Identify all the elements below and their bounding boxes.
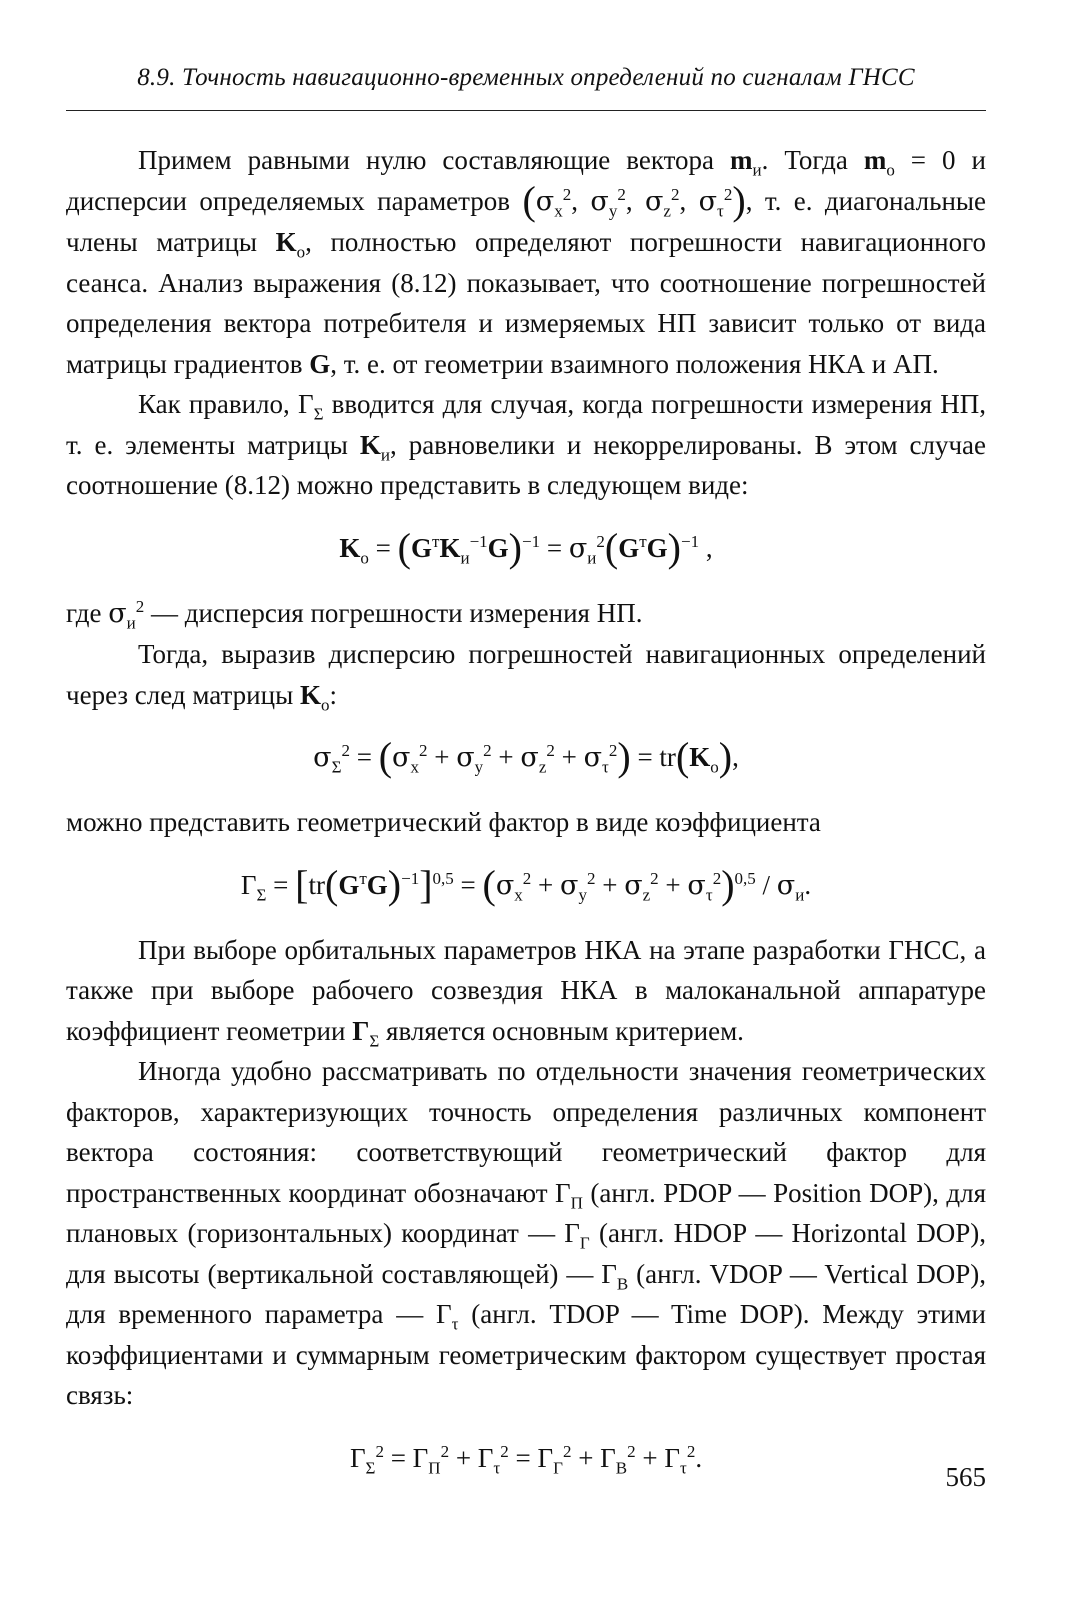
paragraph-5: можно представить геометрический фактор в виде коэффициента <box>66 807 821 837</box>
equation-k0: $K_о = (G^тK_и^{-1}G)^{-1} = \sigma_и^2(G^тG)^{-1}$ , <box>339 524 713 570</box>
equation-gamma-relation: $Г_\Sigma^2 = Г_П^2 + Г_\tau^2 = Г_Г^2 + Г_В^2 + Г_\tau^2$. <box>349 1441 703 1477</box>
paragraph-1: Примем равными нулю составляющие вектора $m_и$. Тогда $m_о = 0$ и дисперсии определяемых параметров ($\sigma_x^2$, $\sigma_y^2$, $\sigma_z^2$, $\sigma_\tau^2$), т. е. диагональные члены матрицы $K_о$, полностью определяют погрешности навигационного сеанса. Анализ выражения (8.12) показывает, что соотношение погрешностей определения вектора потребителя и измеряемых НП зависит только от вида матрицы градиентов G, т. е. от геометрии взаимного положения НКА и АП. <box>66 145 987 379</box>
page-body <box>66 140 986 1502</box>
running-header: 8.9. Точность навигационно-временных определений по сигналам ГНСС <box>137 64 915 91</box>
equation-sigma-sum: $\sigma_\Sigma^2 = (\sigma_x^2 + \sigma_y^2 + \sigma_z^2 + \sigma_\tau^2) = tr(K_о)$, <box>313 734 739 779</box>
paragraph-4: Тогда, выразив дисперсию погрешностей навигационных определений через след матрицы $K_о$: <box>66 639 986 714</box>
equation-gamma-sum: $Г_\Sigma = [tr(G^тG)^{-1}]^{0,5} = (\sigma_x^2 + \sigma_y^2 + \sigma_z^2 + \sigma_\tau^2)^{0,5} / \sigma_и$. <box>240 861 812 907</box>
paragraph-2: Как правило, $Г_\Sigma$ вводится для случая, когда погрешности измерения НП, т. е. элементы матрицы $K_и$, равновелики и некоррелированы. В этом случае соотношение (8.12) можно представить в следующем виде: <box>66 389 986 500</box>
paragraph-7: Иногда удобно рассматривать по отдельности значения геометрических факторов, характеризующих точность определения различных компонент вектора состояния: соответствующий геометрический фактор для пространственных координат обозначают $Г_П$ (англ. PDOP — Position DOP), для плановых (горизонтальных) координат — $Г_Г$ (англ. HDOP — Horizontal DOP), для высоты (вертикальной составляющей) — $Г_В$ (англ. VDOP — Vertical DOP), для временного параметра — $Г_\tau$ (англ. TDOP — Time DOP). Между этими коэффициентами и суммарным геометрическим фактором существует простая связь: <box>66 1056 986 1410</box>
paragraph-6: При выборе орбитальных параметров НКА на этапе разработки ГНСС, а также при выборе рабочего созвездия НКА в малоканальной аппаратуре коэффициент геометрии $Г_\Sigma$ является основным критерием. <box>66 934 986 1050</box>
header-rule <box>66 110 986 111</box>
page-number: 565 <box>945 1462 986 1492</box>
paragraph-3: где $\sigma_и^2$ — дисперсия погрешности измерения НП. <box>66 596 643 632</box>
